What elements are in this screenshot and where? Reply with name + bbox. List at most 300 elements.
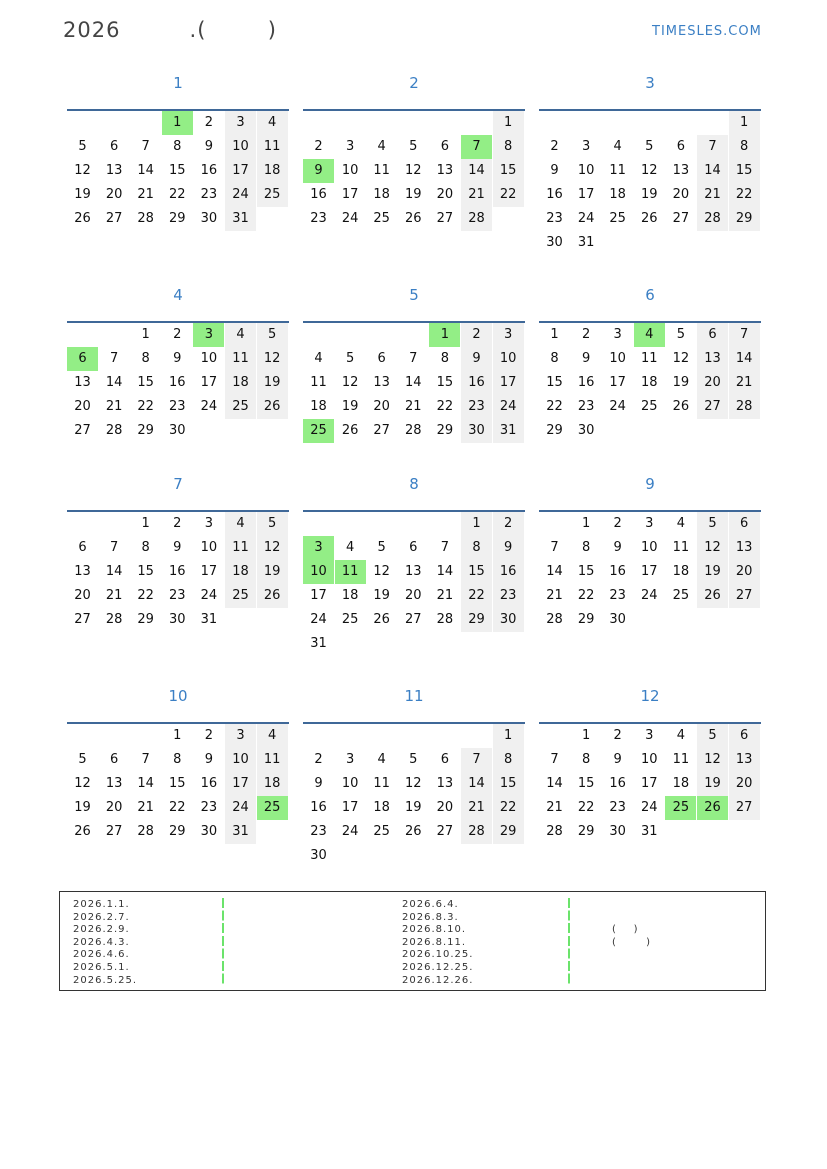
day-cell[interactable]: 13 [405, 564, 422, 579]
day-cell[interactable]: 10 [200, 351, 218, 366]
day-cell[interactable]: 23 [200, 187, 218, 202]
day-cell[interactable]: 29 [729, 207, 760, 231]
day-cell[interactable]: 24 [493, 395, 524, 419]
day-cell[interactable]: 17 [641, 776, 658, 791]
day-cell[interactable]: 3 [225, 111, 256, 135]
day-cell[interactable]: 8 [141, 540, 150, 555]
day-cell[interactable]: 14 [137, 776, 154, 791]
holiday-cell[interactable]: 4 [634, 323, 665, 347]
day-cell[interactable]: 22 [169, 800, 186, 815]
day-cell[interactable]: 9 [493, 536, 524, 560]
day-cell[interactable]: 11 [672, 752, 690, 767]
day-cell[interactable]: 6 [729, 724, 760, 748]
day-cell[interactable]: 20 [697, 371, 728, 395]
holiday-cell[interactable]: 10 [303, 560, 334, 584]
day-cell[interactable]: 12 [697, 748, 728, 772]
day-cell[interactable]: 7 [461, 748, 492, 772]
day-cell[interactable]: 7 [729, 323, 760, 347]
day-cell[interactable]: 1 [141, 516, 150, 531]
day-cell[interactable]: 13 [729, 748, 760, 772]
day-cell[interactable]: 12 [697, 536, 728, 560]
day-cell[interactable]: 4 [377, 752, 386, 767]
day-cell[interactable]: 29 [461, 608, 492, 632]
day-cell[interactable]: 15 [169, 163, 186, 178]
day-cell[interactable]: 2 [581, 327, 591, 342]
day-cell[interactable]: 10 [225, 135, 256, 159]
day-cell[interactable]: 2 [173, 327, 182, 342]
day-cell[interactable]: 8 [141, 351, 150, 366]
day-cell[interactable]: 8 [440, 351, 450, 366]
day-cell[interactable]: 15 [577, 564, 595, 579]
day-cell[interactable]: 8 [729, 135, 760, 159]
day-cell[interactable]: 27 [373, 423, 390, 438]
day-cell[interactable]: 25 [341, 612, 359, 627]
day-cell[interactable]: 9 [461, 347, 492, 371]
holiday-cell[interactable]: 3 [303, 536, 334, 560]
day-cell[interactable]: 11 [225, 536, 256, 560]
day-cell[interactable]: 7 [109, 351, 119, 366]
day-cell[interactable]: 6 [697, 323, 728, 347]
day-cell[interactable]: 31 [225, 820, 256, 844]
day-cell[interactable]: 24 [609, 399, 626, 414]
day-cell[interactable]: 14 [405, 375, 422, 390]
day-cell[interactable]: 20 [729, 772, 760, 796]
day-cell[interactable]: 4 [225, 512, 256, 536]
day-cell[interactable]: 17 [341, 187, 359, 202]
day-cell[interactable]: 31 [200, 612, 218, 627]
day-cell[interactable]: 17 [577, 187, 595, 202]
day-cell[interactable]: 9 [204, 139, 214, 154]
day-cell[interactable]: 24 [200, 399, 218, 414]
day-cell[interactable]: 31 [577, 235, 595, 250]
day-cell[interactable]: 19 [341, 399, 359, 414]
day-cell[interactable]: 22 [137, 399, 154, 414]
day-cell[interactable]: 29 [577, 824, 595, 839]
day-cell[interactable]: 11 [310, 375, 327, 390]
day-cell[interactable]: 30 [609, 824, 626, 839]
day-cell[interactable]: 24 [341, 211, 359, 226]
day-cell[interactable]: 10 [200, 540, 218, 555]
day-cell[interactable]: 25 [373, 824, 390, 839]
day-cell[interactable]: 9 [613, 540, 622, 555]
day-cell[interactable]: 23 [546, 211, 563, 226]
day-cell[interactable]: 12 [257, 536, 288, 560]
day-cell[interactable]: 5 [78, 752, 87, 767]
day-cell[interactable]: 7 [109, 540, 119, 555]
day-cell[interactable]: 20 [436, 800, 454, 815]
day-cell[interactable]: 1 [141, 327, 150, 342]
day-cell[interactable]: 15 [729, 159, 760, 183]
holiday-cell[interactable]: 1 [429, 323, 460, 347]
day-cell[interactable]: 13 [74, 564, 91, 579]
day-cell[interactable]: 4 [345, 540, 355, 555]
day-cell[interactable]: 18 [341, 588, 359, 603]
day-cell[interactable]: 2 [550, 139, 559, 154]
day-cell[interactable]: 13 [729, 536, 760, 560]
day-cell[interactable]: 6 [440, 139, 450, 154]
day-cell[interactable]: 23 [200, 800, 218, 815]
day-cell[interactable]: 30 [461, 419, 492, 443]
day-cell[interactable]: 25 [672, 588, 690, 603]
day-cell[interactable]: 6 [440, 752, 450, 767]
day-cell[interactable]: 6 [78, 540, 87, 555]
day-cell[interactable]: 13 [672, 163, 690, 178]
day-cell[interactable]: 16 [310, 800, 327, 815]
day-cell[interactable]: 18 [257, 159, 288, 183]
day-cell[interactable]: 14 [105, 375, 123, 390]
day-cell[interactable]: 19 [405, 800, 422, 815]
day-cell[interactable]: 4 [314, 351, 323, 366]
day-cell[interactable]: 19 [697, 560, 728, 584]
day-cell[interactable]: 16 [609, 776, 626, 791]
day-cell[interactable]: 21 [137, 187, 154, 202]
day-cell[interactable]: 6 [729, 512, 760, 536]
day-cell[interactable]: 5 [377, 540, 386, 555]
day-cell[interactable]: 11 [257, 135, 288, 159]
day-cell[interactable]: 12 [405, 776, 422, 791]
day-cell[interactable]: 8 [173, 139, 182, 154]
day-cell[interactable]: 10 [341, 776, 359, 791]
day-cell[interactable]: 28 [105, 423, 123, 438]
day-cell[interactable]: 21 [137, 800, 154, 815]
day-cell[interactable]: 20 [373, 399, 390, 414]
day-cell[interactable]: 16 [461, 371, 492, 395]
day-cell[interactable]: 5 [409, 139, 418, 154]
day-cell[interactable]: 17 [225, 772, 256, 796]
day-cell[interactable]: 20 [729, 560, 760, 584]
day-cell[interactable]: 24 [641, 588, 658, 603]
day-cell[interactable]: 28 [105, 612, 123, 627]
day-cell[interactable]: 20 [74, 588, 91, 603]
day-cell[interactable]: 2 [461, 323, 492, 347]
day-cell[interactable]: 5 [257, 323, 288, 347]
day-cell[interactable]: 28 [546, 824, 563, 839]
day-cell[interactable]: 23 [493, 584, 524, 608]
day-cell[interactable]: 27 [74, 612, 91, 627]
day-cell[interactable]: 29 [169, 824, 186, 839]
day-cell[interactable]: 27 [436, 824, 454, 839]
day-cell[interactable]: 25 [641, 399, 658, 414]
day-cell[interactable]: 29 [436, 423, 454, 438]
day-cell[interactable]: 28 [461, 820, 492, 844]
day-cell[interactable]: 12 [74, 163, 91, 178]
day-cell[interactable]: 30 [609, 612, 626, 627]
day-cell[interactable]: 23 [169, 588, 186, 603]
holiday-cell[interactable]: 9 [303, 159, 334, 183]
day-cell[interactable]: 16 [577, 375, 595, 390]
day-cell[interactable]: 22 [546, 399, 563, 414]
day-cell[interactable]: 27 [729, 796, 760, 820]
day-cell[interactable]: 30 [169, 423, 186, 438]
day-cell[interactable]: 9 [204, 752, 214, 767]
day-cell[interactable]: 14 [436, 564, 454, 579]
day-cell[interactable]: 4 [676, 516, 686, 531]
day-cell[interactable]: 5 [645, 139, 654, 154]
day-cell[interactable]: 9 [173, 351, 182, 366]
day-cell[interactable]: 19 [257, 371, 288, 395]
day-cell[interactable]: 16 [200, 776, 218, 791]
day-cell[interactable]: 12 [257, 347, 288, 371]
day-cell[interactable]: 21 [436, 588, 454, 603]
day-cell[interactable]: 30 [200, 824, 218, 839]
day-cell[interactable]: 13 [74, 375, 91, 390]
day-cell[interactable]: 2 [493, 512, 524, 536]
day-cell[interactable]: 23 [310, 824, 327, 839]
day-cell[interactable]: 1 [173, 728, 182, 743]
day-cell[interactable]: 9 [581, 351, 591, 366]
holiday-cell[interactable]: 7 [461, 135, 492, 159]
day-cell[interactable]: 24 [577, 211, 595, 226]
day-cell[interactable]: 4 [377, 139, 386, 154]
day-cell[interactable]: 15 [169, 776, 186, 791]
day-cell[interactable]: 7 [141, 752, 150, 767]
day-cell[interactable]: 2 [204, 728, 214, 743]
day-cell[interactable]: 3 [581, 139, 591, 154]
day-cell[interactable]: 16 [169, 564, 186, 579]
day-cell[interactable]: 21 [405, 399, 422, 414]
day-cell[interactable]: 8 [493, 748, 524, 772]
day-cell[interactable]: 12 [405, 163, 422, 178]
day-cell[interactable]: 19 [373, 588, 390, 603]
day-cell[interactable]: 16 [609, 564, 626, 579]
day-cell[interactable]: 26 [405, 824, 422, 839]
day-cell[interactable]: 10 [641, 540, 658, 555]
day-cell[interactable]: 26 [672, 399, 690, 414]
day-cell[interactable]: 24 [641, 800, 658, 815]
day-cell[interactable]: 6 [377, 351, 386, 366]
day-cell[interactable]: 7 [550, 752, 559, 767]
holiday-cell[interactable]: 25 [665, 796, 696, 820]
day-cell[interactable]: 13 [697, 347, 728, 371]
day-cell[interactable]: 27 [105, 824, 123, 839]
day-cell[interactable]: 4 [613, 139, 622, 154]
day-cell[interactable]: 6 [676, 139, 686, 154]
day-cell[interactable]: 21 [729, 371, 760, 395]
day-cell[interactable]: 22 [729, 183, 760, 207]
day-cell[interactable]: 14 [729, 347, 760, 371]
day-cell[interactable]: 6 [409, 540, 418, 555]
day-cell[interactable]: 22 [461, 584, 492, 608]
day-cell[interactable]: 8 [173, 752, 182, 767]
day-cell[interactable]: 21 [105, 588, 123, 603]
day-cell[interactable]: 11 [373, 163, 390, 178]
day-cell[interactable]: 27 [105, 211, 123, 226]
day-cell[interactable]: 24 [225, 796, 256, 820]
day-cell[interactable]: 2 [314, 752, 323, 767]
day-cell[interactable]: 24 [341, 824, 359, 839]
day-cell[interactable]: 10 [341, 163, 359, 178]
day-cell[interactable]: 30 [546, 235, 563, 250]
day-cell[interactable]: 21 [546, 800, 563, 815]
day-cell[interactable]: 13 [105, 776, 123, 791]
day-cell[interactable]: 18 [373, 187, 390, 202]
day-cell[interactable]: 16 [200, 163, 218, 178]
day-cell[interactable]: 21 [697, 183, 728, 207]
day-cell[interactable]: 31 [493, 419, 524, 443]
holiday-cell[interactable]: 25 [303, 419, 334, 443]
day-cell[interactable]: 14 [105, 564, 123, 579]
day-cell[interactable]: 25 [225, 584, 256, 608]
day-cell[interactable]: 22 [577, 588, 595, 603]
day-cell[interactable]: 10 [609, 351, 626, 366]
day-cell[interactable]: 24 [200, 588, 218, 603]
day-cell[interactable]: 1 [729, 111, 760, 135]
day-cell[interactable]: 25 [373, 211, 390, 226]
day-cell[interactable]: 15 [493, 772, 524, 796]
day-cell[interactable]: 9 [314, 776, 323, 791]
day-cell[interactable]: 7 [697, 135, 728, 159]
day-cell[interactable]: 18 [225, 560, 256, 584]
day-cell[interactable]: 19 [74, 800, 91, 815]
day-cell[interactable]: 11 [225, 347, 256, 371]
day-cell[interactable]: 17 [200, 375, 218, 390]
day-cell[interactable]: 13 [436, 776, 454, 791]
day-cell[interactable]: 17 [641, 564, 658, 579]
holiday-cell[interactable]: 1 [162, 111, 193, 135]
day-cell[interactable]: 13 [105, 163, 123, 178]
day-cell[interactable]: 2 [314, 139, 323, 154]
day-cell[interactable]: 30 [200, 211, 218, 226]
day-cell[interactable]: 14 [697, 159, 728, 183]
day-cell[interactable]: 29 [546, 423, 563, 438]
day-cell[interactable]: 18 [373, 800, 390, 815]
day-cell[interactable]: 18 [310, 399, 327, 414]
day-cell[interactable]: 15 [461, 560, 492, 584]
day-cell[interactable]: 2 [613, 516, 622, 531]
day-cell[interactable]: 26 [74, 824, 91, 839]
day-cell[interactable]: 12 [74, 776, 91, 791]
day-cell[interactable]: 2 [173, 516, 182, 531]
day-cell[interactable]: 19 [257, 560, 288, 584]
day-cell[interactable]: 22 [137, 588, 154, 603]
day-cell[interactable]: 16 [169, 375, 186, 390]
day-cell[interactable]: 20 [405, 588, 422, 603]
day-cell[interactable]: 1 [461, 512, 492, 536]
day-cell[interactable]: 3 [645, 516, 654, 531]
day-cell[interactable]: 26 [257, 584, 288, 608]
day-cell[interactable]: 10 [577, 163, 595, 178]
day-cell[interactable]: 17 [609, 375, 626, 390]
day-cell[interactable]: 25 [257, 183, 288, 207]
day-cell[interactable]: 1 [493, 724, 524, 748]
day-cell[interactable]: 28 [729, 395, 760, 419]
day-cell[interactable]: 4 [676, 728, 686, 743]
day-cell[interactable]: 18 [641, 375, 658, 390]
day-cell[interactable]: 23 [310, 211, 327, 226]
day-cell[interactable]: 15 [436, 375, 454, 390]
day-cell[interactable]: 19 [697, 772, 728, 796]
day-cell[interactable]: 11 [373, 776, 390, 791]
day-cell[interactable]: 17 [493, 371, 524, 395]
day-cell[interactable]: 8 [550, 351, 559, 366]
day-cell[interactable]: 28 [436, 612, 454, 627]
day-cell[interactable]: 14 [461, 159, 492, 183]
day-cell[interactable]: 20 [74, 399, 91, 414]
day-cell[interactable]: 22 [577, 800, 595, 815]
day-cell[interactable]: 1 [581, 728, 591, 743]
holiday-cell[interactable]: 26 [697, 796, 728, 820]
day-cell[interactable]: 13 [436, 163, 454, 178]
day-cell[interactable]: 4 [225, 323, 256, 347]
day-cell[interactable]: 25 [225, 395, 256, 419]
day-cell[interactable]: 17 [310, 588, 327, 603]
day-cell[interactable]: 24 [225, 183, 256, 207]
day-cell[interactable]: 14 [546, 776, 563, 791]
day-cell[interactable]: 16 [310, 187, 327, 202]
day-cell[interactable]: 3 [345, 752, 355, 767]
day-cell[interactable]: 20 [105, 187, 123, 202]
day-cell[interactable]: 28 [405, 423, 422, 438]
day-cell[interactable]: 8 [493, 135, 524, 159]
day-cell[interactable]: 18 [672, 776, 690, 791]
day-cell[interactable]: 14 [546, 564, 563, 579]
day-cell[interactable]: 9 [550, 163, 559, 178]
day-cell[interactable]: 22 [169, 187, 186, 202]
day-cell[interactable]: 30 [310, 848, 327, 863]
day-cell[interactable]: 21 [546, 588, 563, 603]
day-cell[interactable]: 23 [609, 800, 626, 815]
day-cell[interactable]: 15 [546, 375, 563, 390]
day-cell[interactable]: 15 [577, 776, 595, 791]
day-cell[interactable]: 18 [672, 564, 690, 579]
day-cell[interactable]: 5 [257, 512, 288, 536]
day-cell[interactable]: 26 [74, 211, 91, 226]
day-cell[interactable]: 14 [461, 772, 492, 796]
day-cell[interactable]: 17 [200, 564, 218, 579]
day-cell[interactable]: 3 [613, 327, 622, 342]
day-cell[interactable]: 6 [109, 139, 119, 154]
day-cell[interactable]: 23 [461, 395, 492, 419]
day-cell[interactable]: 15 [137, 564, 154, 579]
day-cell[interactable]: 18 [257, 772, 288, 796]
day-cell[interactable]: 21 [461, 183, 492, 207]
day-cell[interactable]: 11 [641, 351, 658, 366]
day-cell[interactable]: 22 [493, 183, 524, 207]
day-cell[interactable]: 7 [141, 139, 150, 154]
day-cell[interactable]: 12 [672, 351, 690, 366]
holiday-cell[interactable]: 3 [193, 323, 224, 347]
holiday-cell[interactable]: 6 [67, 347, 98, 371]
day-cell[interactable]: 7 [440, 540, 450, 555]
day-cell[interactable]: 29 [137, 612, 154, 627]
day-cell[interactable]: 10 [641, 752, 658, 767]
day-cell[interactable]: 29 [137, 423, 154, 438]
day-cell[interactable]: 29 [169, 211, 186, 226]
day-cell[interactable]: 29 [577, 612, 595, 627]
holiday-cell[interactable]: 11 [335, 560, 366, 584]
day-cell[interactable]: 28 [137, 824, 154, 839]
holiday-cell[interactable]: 25 [257, 796, 288, 820]
day-cell[interactable]: 27 [74, 423, 91, 438]
brand-logo-text[interactable]: TIMESLES.COM [652, 24, 762, 39]
day-cell[interactable]: 24 [310, 612, 327, 627]
day-cell[interactable]: 3 [345, 139, 355, 154]
day-cell[interactable]: 7 [550, 540, 559, 555]
day-cell[interactable]: 3 [225, 724, 256, 748]
day-cell[interactable]: 19 [74, 187, 91, 202]
day-cell[interactable]: 6 [109, 752, 119, 767]
day-cell[interactable]: 18 [609, 187, 626, 202]
day-cell[interactable]: 11 [609, 163, 626, 178]
day-cell[interactable]: 26 [641, 211, 658, 226]
day-cell[interactable]: 25 [609, 211, 626, 226]
day-cell[interactable]: 19 [405, 187, 422, 202]
day-cell[interactable]: 21 [105, 399, 123, 414]
day-cell[interactable]: 17 [341, 800, 359, 815]
day-cell[interactable]: 11 [672, 540, 690, 555]
day-cell[interactable]: 5 [345, 351, 355, 366]
day-cell[interactable]: 31 [225, 207, 256, 231]
